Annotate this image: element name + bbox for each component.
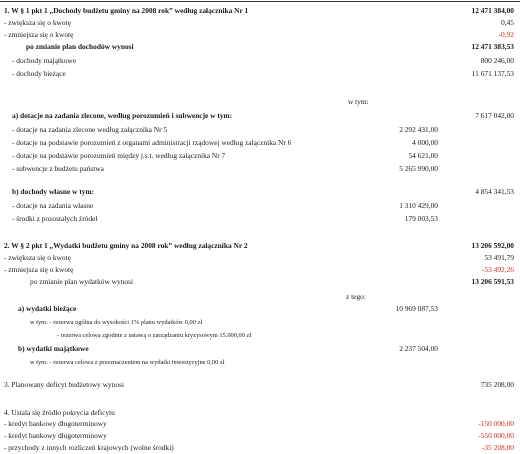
sec1-a-item-1: - dotacje na zadania zlecone według załącznika Nr 5	[12, 125, 168, 134]
sec1-title: 1. W § 1 pkt 1 „Dochody budżetu gminy na 2008 rok” według załącznika Nr 1	[4, 6, 249, 15]
sec2-ztego: z tego:	[346, 292, 366, 301]
sec1-b-item-1: - dotacje na zadania własne	[12, 201, 94, 210]
sec2-after-value: 13 206 591,53	[471, 277, 514, 286]
sec2-decrease-value: -53 492,26	[481, 265, 514, 274]
sec1-a-item-3-value: 54 621,00	[408, 151, 438, 160]
sec1-after-value: 12 471 383,53	[471, 42, 514, 51]
sec1-title-value: 12 471 384,00	[471, 6, 514, 15]
sec1-decrease-value: -0,92	[498, 30, 514, 39]
sec2-a-label: a) wydatki bieżące	[18, 304, 77, 313]
sec2-b-note: w tym: - rezerwa celowa z przeznaczeniem na wydatki inwestycyjne 0,00 zł	[30, 359, 225, 366]
sec4-item-3-value: -35 208,00	[481, 443, 514, 452]
sec1-b-item-1-value: 1 310 429,00	[399, 201, 438, 210]
sec2-b-value: 2 237 504,00	[399, 344, 438, 353]
sec3-value: 735 208,00	[480, 380, 514, 389]
sec1-property-value: 800 246,00	[480, 56, 514, 65]
sec1-a-item-4-value: 5 265 990,00	[399, 164, 438, 173]
sec1-a-item-1-value: 2 292 431,00	[399, 125, 438, 134]
sec3-label: 3. Planowany deficyt budżetowy wynosi	[4, 380, 125, 389]
sec2-title: 2. W § 2 pkt 1 „Wydatki budżetu gminy na 2008 rok” według załącznika Nr 2	[4, 241, 248, 250]
sec2-increase-value: 53 491,79	[484, 253, 514, 262]
sec2-title-value: 13 206 592,00	[471, 241, 514, 250]
sec2-increase-label: - zwiększa się o kwotę	[4, 253, 71, 262]
sec1-wtym: w tym:	[348, 97, 369, 106]
sec1-increase-label: - zwiększa się o kwotę	[4, 18, 71, 27]
sec2-decrease-label: - zmniejsza się o kwotę	[4, 265, 74, 274]
sec2-a-note-2: - rezerwa celowa zgodnie z ustawą o zarządzaniu kryzysowym 15.000,00 zł	[57, 332, 252, 339]
sec1-a-label: a) dotacje na zadania zlecone, według porozumień i subwencje w tym:	[12, 111, 233, 120]
sec4-item-1: - kredyt bankowy długoterminowy	[4, 419, 107, 428]
sec2-a-note-1: w tym: - rezerwa ogólna do wysokości 1% planu wydatków 0,00 zł	[30, 319, 203, 326]
sec4-title: 4. Ustala się źródło pokrycia deficytu	[4, 408, 115, 417]
sec1-current-value: 11 671 137,53	[471, 69, 514, 78]
sec1-b-item-2-value: 179 003,53	[404, 214, 438, 223]
sec1-a-item-3: - dotacje na podstawie porozumień między j.s.t. według załącznika Nr 7	[12, 151, 226, 160]
sec2-a-value: 10 969 087,53	[395, 304, 438, 313]
sec1-b-label: b) dochody własne w tym:	[12, 187, 95, 196]
sec1-a-value: 7 617 042,00	[475, 111, 514, 120]
sec1-a-item-4: - subwencje z budżetu państwa	[12, 164, 104, 173]
sec4-item-3: - przychody z innych rozliczeń krajowych (wolne środki)	[4, 443, 174, 452]
sec1-current-label: - dochody bieżące	[12, 69, 66, 78]
sec1-a-item-2: - dotacje na podstawie porozumień z organami administracji rządowej według załącznika Nr 6	[12, 138, 292, 147]
sec4-item-2-value: -550 000,00	[478, 431, 514, 440]
sec1-decrease-label: - zmniejsza się o kwotę	[4, 30, 74, 39]
sec4-item-2: - kredyt bankowy długoterminowy	[4, 431, 107, 440]
sec4-item-1-value: -150 000,00	[478, 419, 514, 428]
sec2-after-label: po zmianie plan wydatków wynosi	[30, 277, 134, 286]
sec1-after-label: po zmianie plan dochodów wynosi	[26, 42, 134, 51]
top-rule	[0, 1, 520, 2]
sec1-b-item-2: - środki z pozostałych źródeł	[12, 214, 98, 223]
sec1-property-label: - dochody majątkowe	[12, 56, 77, 65]
sec2-b-label: b) wydatki majątkowe	[18, 344, 89, 353]
sec1-b-value: 4 854 341,53	[475, 187, 514, 196]
sec1-increase-value: 0,45	[501, 18, 514, 27]
sec1-a-item-2-value: 4 000,00	[412, 138, 438, 147]
